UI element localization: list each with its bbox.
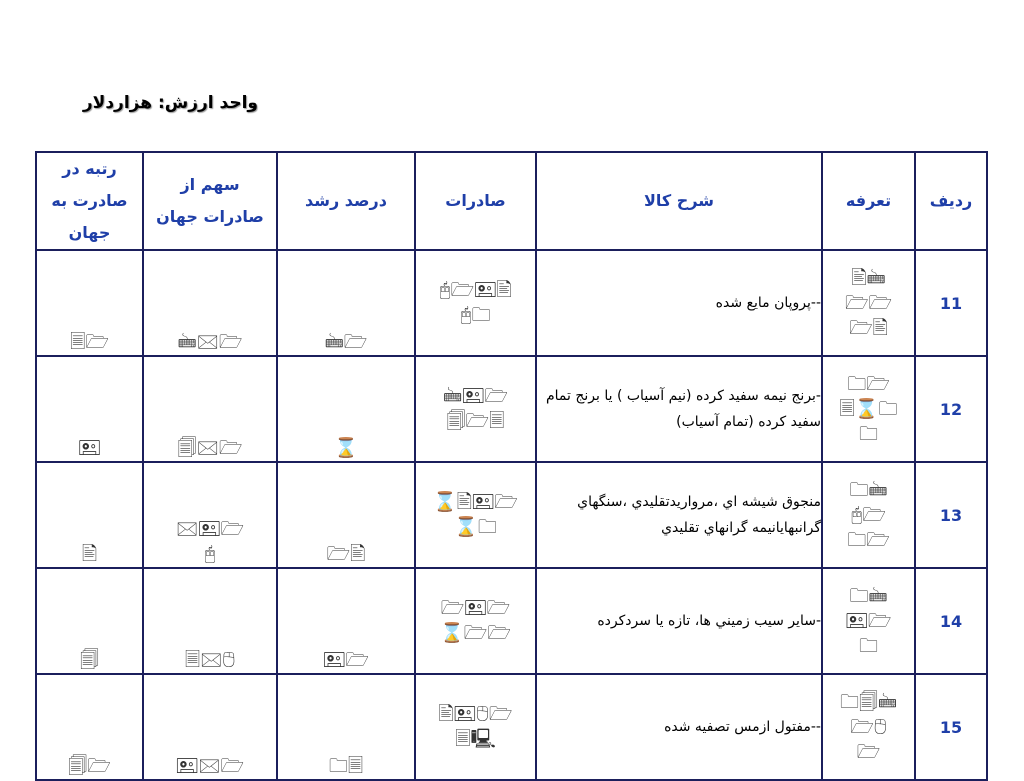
product-description: --پروپان مايع شده bbox=[536, 250, 822, 356]
exports-value-glyphs: 🖰🗁🖭🖹 🖰🗀 bbox=[439, 279, 512, 326]
tariff-code-glyphs: 🖹🖮 🗁🗁 🗁🖹 bbox=[844, 266, 893, 339]
growth-value-glyphs: ⌛ bbox=[334, 437, 358, 459]
header-world-rank: رتبه در صادرت به جهان bbox=[36, 152, 143, 250]
tariff-code-glyphs: 🗀🖮 🖰🗁 🗀🗁 bbox=[847, 478, 890, 551]
row-number: 14 bbox=[915, 568, 987, 674]
exports-value-glyphs: 🖹🖭🖰🗁 🗏🖳 bbox=[438, 703, 513, 750]
header-growth: درصد رشد bbox=[277, 152, 415, 250]
row-number: 13 bbox=[915, 462, 987, 568]
exports-value-glyphs: 🖮🖭🗁 🗐🗁🗏 bbox=[443, 385, 508, 432]
header-exports: صادرات bbox=[415, 152, 536, 250]
currency-unit-label: واحد ارزش: هزاردلار bbox=[82, 93, 258, 113]
world-rank-glyphs: 🗏🗁 bbox=[70, 331, 109, 353]
tariff-code-glyphs: 🗀🗁 🗏⌛🗀 🗀 bbox=[839, 372, 898, 445]
exports-value-glyphs: 🗁🖭🗁 ⌛🗁🗁 bbox=[440, 597, 511, 644]
table-row bbox=[36, 356, 987, 462]
world-rank-glyphs: 🖹 bbox=[81, 543, 98, 565]
table-row bbox=[36, 674, 987, 780]
world-share-glyphs: 🖭🖂🗁 bbox=[175, 755, 245, 777]
header-tariff: تعرفه bbox=[822, 152, 915, 250]
product-description: منجوق شيشه اي ،مرواريدتقليدي ،سنگهاي گرانبهايانيمه گرانهاي تقليدي bbox=[536, 462, 822, 568]
world-share-glyphs: 🗐🖂🗁 bbox=[177, 437, 243, 459]
table-row bbox=[36, 250, 987, 356]
world-share-glyphs: 🖮🖂🗁 bbox=[177, 331, 243, 353]
product-description: -ساير سيب زميني ها، تازه يا سردكرده bbox=[536, 568, 822, 674]
product-description: -برنج نيمه سفيد كرده (نيم آسياب ) يا برنج تمام سفيد كرده (تمام آسياب) bbox=[536, 356, 822, 462]
world-rank-glyphs: 🗐🗁 bbox=[68, 755, 111, 777]
table-header-row bbox=[36, 152, 987, 250]
world-rank-glyphs: 🗐 bbox=[80, 649, 99, 671]
table-row bbox=[36, 568, 987, 674]
table-row bbox=[36, 462, 987, 568]
growth-value-glyphs: 🖭🗁 bbox=[323, 649, 369, 671]
growth-value-glyphs: 🗀🗏 bbox=[328, 755, 364, 777]
export-table bbox=[35, 151, 988, 781]
world-rank-glyphs: 🖭 bbox=[78, 437, 101, 459]
tariff-code-glyphs: 🗀🖮 🖭🗁 🗀 bbox=[845, 584, 892, 657]
header-row-number: رديف bbox=[915, 152, 987, 250]
growth-value-glyphs: 🖮🗁 bbox=[324, 331, 368, 353]
header-world-share: سهم از صادرات جهان bbox=[143, 152, 277, 250]
header-description: شرح كالا bbox=[536, 152, 822, 250]
row-number: 15 bbox=[915, 674, 987, 780]
growth-value-glyphs: 🗁🖹 bbox=[326, 543, 366, 565]
world-share-glyphs: 🗏🖂🖰 bbox=[184, 649, 236, 671]
world-share-glyphs: 🖂🖭🗁 🖰 bbox=[175, 518, 245, 565]
product-description: --مفتول ازمس تصفيه شده bbox=[536, 674, 822, 780]
exports-value-glyphs: ⌛🖹🖭🗁 ⌛🗀 bbox=[433, 491, 518, 538]
tariff-code-glyphs: 🗀🗐🖮 🗁🖰 🗁 bbox=[840, 690, 897, 763]
row-number: 12 bbox=[915, 356, 987, 462]
row-number: 11 bbox=[915, 250, 987, 356]
